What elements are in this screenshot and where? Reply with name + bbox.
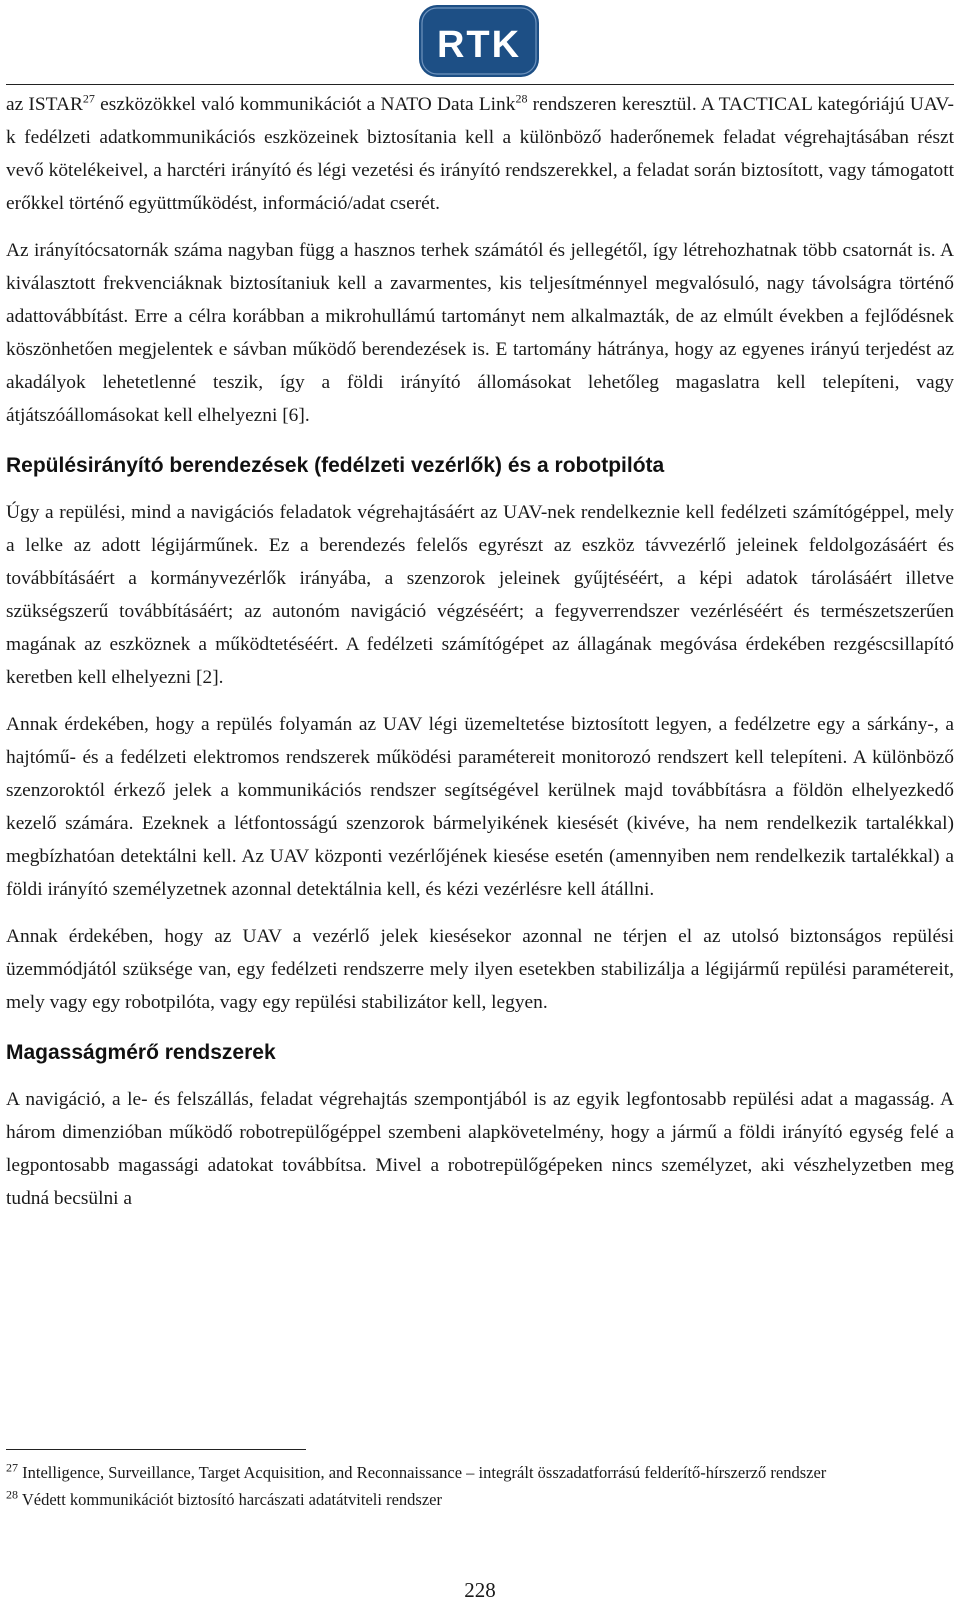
logo-text: RTK — [436, 24, 522, 66]
footnotes — [6, 1459, 946, 1513]
section-heading: Repülésirányító berendezések (fedélzeti vezérlők) és a robotpilóta — [6, 454, 665, 477]
paragraph: Az irányítócsatornák száma nagyban függ a hasznos terhek számától és jellegétől, így létrehozhatnak több csatornát is. A kiválasztott frekvenciáknak biztosítaniuk kell a zavarmentes, kis teljesítménnyel megvalósuló, nagy távolságra történő adattovábbítást. Erre a célra korábban a mikrohullámú tartományt nem alkalmazták, de az elmúlt években a fejlődésnek köszönhetően megjelentek e sávban működő berendezések is. E tartomány hátránya, hogy az egyenes irányú terjedést az akadályok lehetetlenné teszik, így a földi irányító állomásokat lehetőleg magaslatra kell telepíteni, vagy átjátszóállomásokat kell elhelyezni [6]. — [6, 240, 954, 426]
section-heading: Magasságmérő rendszerek — [6, 1041, 276, 1064]
paragraph: az ISTAR$^{27}$ eszközökkel való kommunikációt a NATO Data Link$^{28}$ rendszeren keresztül. A TACTICAL kategóriájú UAV-k fedélzeti adatkommunikációs eszközeinek biztosítania kell a különböző haderőnemek feladat végrehajtásában részt vevő kötelékeivel, a harctéri irányító és légi vezetési és irányító rendszerekkel, a feladat során biztosított, vagy támogatott erőkkel történő együttműködést, információ/adat cserét. — [6, 91, 954, 214]
page-number: 228 — [464, 1578, 496, 1602]
footnote-divider — [6, 1449, 306, 1450]
footnote: $^{28}$ Védett kommunikációt biztosító harcászati adatátviteli rendszer — [6, 1487, 442, 1509]
paragraph: Annak érdekében, hogy a repülés folyamán az UAV légi üzemeltetése biztosított legyen, a fedélzetre egy a sárkány-, a hajtómű- és a fedélzeti elektromos rendszerek működési paramétereit monitorozó rendszert kell telepíteni. A különböző szenzoroktól érkező jelek a kommunikációs rendszer segítségével kerülnek majd továbbításra a földön elhelyezkedő kezelő számára. Ezeknek a létfontosságú szenzorok bármelyikének kiesését (kivéve, ha nem rendelkezik tartalékkal) megbízhatóan detektálni kell. Az UAV központi vezérlőjének kiesése esetén (amennyiben nem rendelkezik tartalékkal) a földi irányító személyzetnek azonnal detektálnia kell, és kézi vezérlésre kell átállni. — [6, 714, 954, 900]
page-content — [6, 88, 954, 1229]
header-divider — [6, 84, 954, 85]
paragraph: Annak érdekében, hogy az UAV a vezérlő jelek kiesésekor azonnal ne térjen el az utolsó biztonságos repülési üzemmódjától szüksége van, egy fedélzeti rendszerre mely ilyen esetekben stabilizálja a légijármű repülési paramétereit, mely vagy egy robotpilóta, vagy egy repülési stabilizátor kell, legyen. — [6, 926, 954, 1013]
footnote: $^{27}$ Intelligence, Surveillance, Target Acquisition, and Reconnaissance – integrált összadatforrású felderítő-hírszerző rendszer — [6, 1460, 827, 1482]
paragraph: A navigáció, a le- és felszállás, feladat végrehajtás szempontjából is az egyik legfontosabb repülési adat a magasság. A három dimenzióban működő robotrepülőgéppel szembeni alapkövetelmény, hogy a jármű a földi irányító egység felé a legpontosabb magassági adatokat továbbítsa. Mivel a robotrepülőgépeken nincs személyzet, aki vészhelyzetben meg tudná becsülni a — [6, 1089, 954, 1209]
footnote-ref[interactable]: 28 — [515, 91, 528, 106]
rtk-logo — [418, 4, 540, 78]
paragraph: Úgy a repülési, mind a navigációs feladatok végrehajtásáért az UAV-nek rendelkeznie kell fedélzeti számítógéppel, mely a lelke az adott légijárműnek. Ez a berendezés felelős egyrészt az eszköz távvezérlő jeleinek feldolgozásáért és továbbításáért a kormányvezérlők irányába, a szenzorok jeleinek gyűjtéséért, a képi adatok tárolásáért illetve szükségszerű továbbításáért; az autonóm navigáció végzéséért; a fegyverrendszer vezérléséért és természetszerűen magának az eszköznek a működtetéséért. A fedélzeti számítógépet az állagának megóvása érdekében rezgéscsillapító keretben kell elhelyezni [2]. — [6, 502, 954, 688]
footnote-ref[interactable]: 27 — [82, 91, 95, 106]
